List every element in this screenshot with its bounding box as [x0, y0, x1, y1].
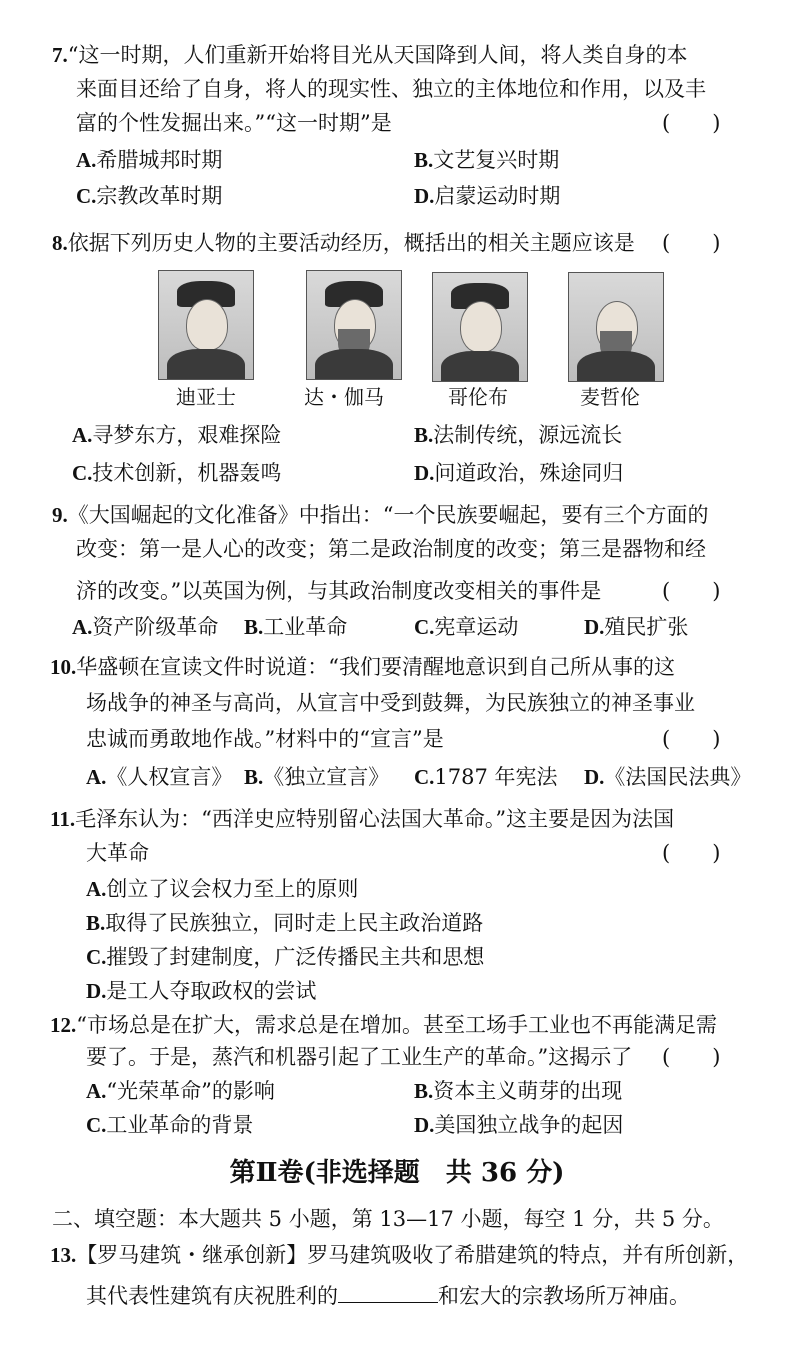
q13-line-2: 其代表性建筑有庆祝胜利的 和宏大的宗教场所万神庙。	[86, 1280, 690, 1311]
q7-line-1	[52, 40, 687, 70]
q13-number: 13.	[50, 1243, 77, 1267]
q11-line-2: 大革命	[86, 841, 149, 865]
q9-option-b[interactable]: B.工业革命	[244, 615, 348, 639]
q10-number: 10.	[50, 655, 77, 679]
portrait-magellan-image	[568, 272, 664, 382]
q12-number: 12.	[50, 1013, 77, 1037]
portrait-dias-image	[158, 270, 254, 380]
q11-option-b[interactable]: B.取得了民族独立，同时走上民主政治道路	[86, 911, 484, 935]
person-name-columbus: 哥伦布	[448, 385, 508, 409]
q9-line-3: 济的改变。”以英国为例，与其政治制度改变相关的事件是	[76, 579, 602, 603]
q11-number: 11.	[50, 807, 76, 831]
q11-line-1: 11.毛泽东认为：“西洋史应特别留心法国大革命。”这主要是因为法国	[50, 807, 675, 831]
q11-answer-paren[interactable]: ( )	[662, 841, 721, 865]
q9-option-d[interactable]: D.殖民扩张	[584, 615, 689, 639]
q8-stem: 依据下列历史人物的主要活动经历，概括出的相关主题应该是	[67, 231, 635, 255]
section-2-instruction: 二、填空题：本大题共 5 小题，第 13—17 小题，每空 1 分，共 5 分。	[52, 1207, 724, 1231]
q13-answer-blank[interactable]	[338, 1280, 438, 1303]
q7-option-c[interactable]: C.宗教改革时期	[76, 184, 223, 208]
person-name-dias: 迪亚士	[176, 385, 236, 409]
q7-option-a[interactable]: A.希腊城邦时期	[76, 148, 223, 172]
q7-line-3: 富的个性发掘出来。”“这一时期”是	[76, 111, 392, 135]
q9-answer-paren[interactable]: ( )	[662, 579, 721, 603]
person-name-magellan: 麦哲伦	[580, 385, 640, 409]
q10-option-d[interactable]: D.《法国民法典》	[584, 765, 752, 789]
q9-option-c[interactable]: C.宪章运动	[414, 615, 519, 639]
q12-option-a[interactable]: A.“光荣革命”的影响	[86, 1079, 275, 1103]
q12-option-b[interactable]: B.资本主义萌芽的出现	[414, 1079, 623, 1103]
q12-line-1: 12.“市场总是在扩大，需求总是在增加。甚至工场手工业也不再能满足需	[50, 1013, 717, 1037]
q10-line-2: 场战争的神圣与高尚，从宣言中受到鼓舞，为民族独立的神圣事业	[86, 691, 695, 715]
q11-option-d[interactable]: D.是工人夺取政权的尝试	[86, 979, 317, 1003]
q8-number: 8.	[52, 231, 68, 255]
q12-answer-paren[interactable]: ( )	[662, 1045, 721, 1069]
q11-option-c[interactable]: C.摧毁了封建制度，广泛传播民主共和思想	[86, 945, 485, 969]
q12-line-2: 要了。于是，蒸汽和机器引起了工业生产的革命。”这揭示了	[86, 1045, 633, 1069]
q7-stem-1: “这一时期，人们重新开始将目光从天国降到人间，将人类自身的本	[67, 43, 688, 67]
portrait-columbus-image	[432, 272, 528, 382]
q10-option-c[interactable]: C.1787 年宪法	[414, 765, 558, 789]
portrait-da-gama-image	[306, 270, 402, 380]
q10-line-1: 10.华盛顿在宣读文件时说道：“我们要清醒地意识到自己所从事的这	[50, 655, 675, 679]
q11-option-a[interactable]: A.创立了议会权力至上的原则	[86, 877, 359, 901]
q7-option-b[interactable]: B.文艺复兴时期	[414, 148, 560, 172]
q10-option-b[interactable]: B.《独立宣言》	[244, 765, 390, 789]
q9-number: 9.	[52, 503, 68, 527]
q9-line-1: 9.《大国崛起的文化准备》中指出：“一个民族要崛起，要有三个方面的	[52, 503, 709, 527]
q8-option-c[interactable]: C.技术创新，机器轰鸣	[72, 461, 282, 485]
q10-answer-paren[interactable]: ( )	[662, 727, 721, 751]
q12-option-d[interactable]: D.美国独立战争的起因	[414, 1113, 624, 1137]
q7-answer-paren[interactable]: ( )	[662, 111, 721, 135]
q8-option-a[interactable]: A.寻梦东方，艰难探险	[72, 423, 282, 447]
q8-option-d[interactable]: D.问道政治，殊途同归	[414, 461, 624, 485]
q12-option-c[interactable]: C.工业革命的背景	[86, 1113, 254, 1137]
q7-option-d[interactable]: D.启蒙运动时期	[414, 184, 561, 208]
q9-option-a[interactable]: A.资产阶级革命	[72, 615, 219, 639]
section-2-title: 第Ⅱ卷(非选择题 共 36 分)	[229, 1158, 565, 1188]
q8-line-1	[52, 228, 635, 258]
person-name-da-gama: 达・伽马	[304, 385, 384, 409]
q10-line-3: 忠诚而勇敢地作战。”材料中的“宣言”是	[86, 727, 444, 751]
q9-line-2: 改变：第一是人心的改变；第二是政治制度的改变；第三是器物和经	[76, 537, 706, 561]
q10-option-a[interactable]: A.《人权宣言》	[86, 765, 233, 789]
q8-answer-paren[interactable]: ( )	[662, 231, 721, 255]
q8-option-b[interactable]: B.法制传统，源远流长	[414, 423, 623, 447]
q7-line-2: 来面目还给了自身，将人的现实性、独立的主体地位和作用，以及丰	[76, 77, 706, 101]
q13-line-1: 13.【罗马建筑・继承创新】罗马建筑吸收了希腊建筑的特点，并有所创新，	[50, 1243, 749, 1267]
q7-number: 7.	[52, 43, 68, 67]
